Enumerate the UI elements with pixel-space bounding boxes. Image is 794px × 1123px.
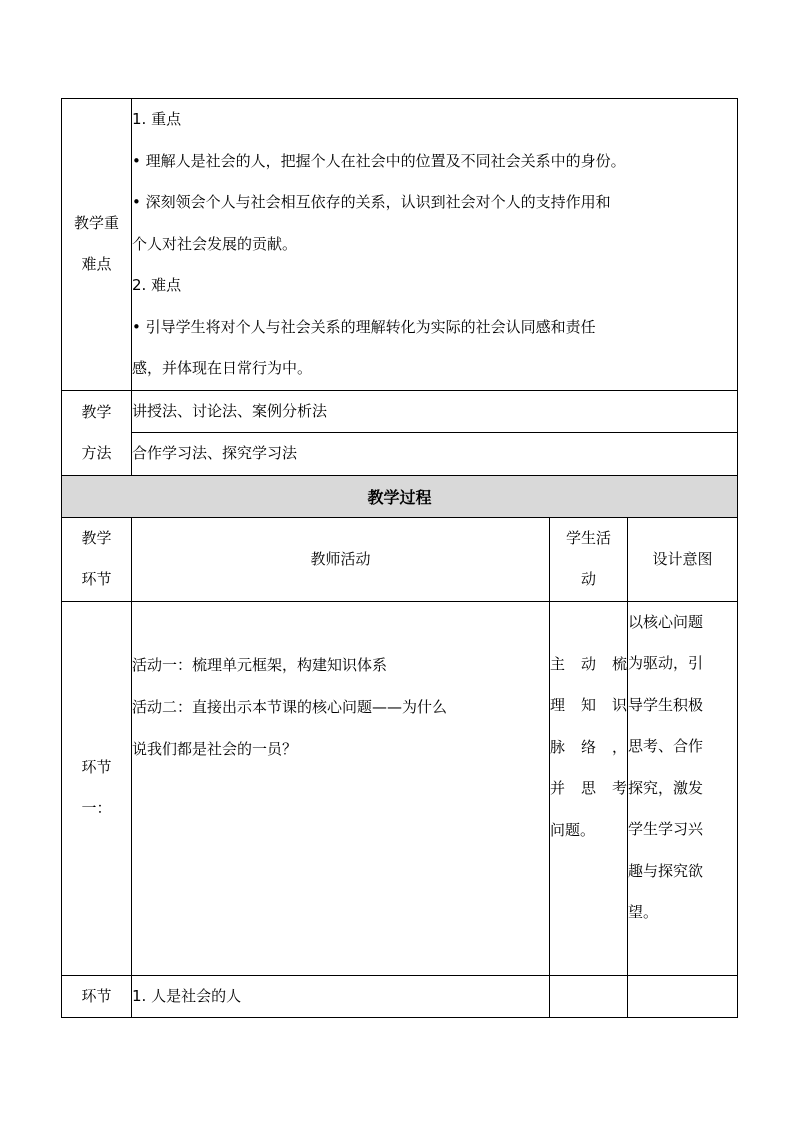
key-points-heading: 1. 重点 <box>132 110 182 128</box>
difficulty-label <box>62 99 132 391</box>
student-line-1: 主动梳 <box>550 654 627 673</box>
intent-line-1: 以核心问题 <box>628 612 704 631</box>
student-line-3: 脉络， <box>550 737 627 756</box>
student-line-4: 并思考 <box>550 779 627 797</box>
methods-row-1 <box>62 390 738 433</box>
intent-line-5: 探究，激发 <box>628 778 704 797</box>
student-header-line-1: 学生活 <box>565 529 611 547</box>
teacher-activity-header: 教师活动 <box>132 517 550 601</box>
stage-header <box>62 517 132 601</box>
process-title-row <box>62 475 738 517</box>
difficulty-label-line-1: 教学重 <box>73 214 119 233</box>
stage-2-teacher-activity: 1. 人是社会的人 <box>132 975 550 1018</box>
activity-2-cont: 说我们都是社会的一员？ <box>132 739 298 758</box>
methods-row-2 <box>62 433 738 476</box>
stage-1-student-activity <box>550 601 628 975</box>
intent-line-8: 望。 <box>628 903 659 921</box>
stage-1-teacher-activity <box>132 601 550 975</box>
process-header-row <box>62 517 738 601</box>
difficult-point-1-cont: 感，并体现在日常行为中。 <box>132 359 313 377</box>
stage-2-design-intent <box>628 975 738 1018</box>
learning-methods: 合作学习法、探究学习法 <box>132 433 738 476</box>
activity-1: 活动一：梳理单元框架，构建知识体系 <box>132 655 388 674</box>
key-point-1: • 理解人是社会的人，把握个人在社会中的位置及不同社会关系中的身份。 <box>132 151 626 170</box>
stage-header-line-1: 教学 <box>81 529 112 547</box>
intent-line-3: 导学生积极 <box>628 695 704 714</box>
intent-line-6: 学生学习兴 <box>628 820 704 838</box>
intent-line-7: 趣与探究欲 <box>628 861 704 880</box>
student-line-2: 理知识 <box>550 696 627 714</box>
difficulty-content <box>132 99 738 391</box>
stage-2-student-activity <box>550 975 628 1018</box>
student-line-5: 问题。 <box>550 820 596 839</box>
student-header-line-2: 动 <box>580 570 596 588</box>
difficult-point-1: • 引导学生将对个人与社会关系的理解转化为实际的社会认同感和责任 <box>132 317 596 336</box>
lesson-plan-table <box>61 98 738 1018</box>
process-title: 教学过程 <box>62 475 738 517</box>
difficulty-row <box>62 99 738 391</box>
stage-2-label: 环节 <box>62 975 132 1018</box>
stage-1-design-intent <box>628 601 738 975</box>
stage-header-line-2: 环节 <box>81 570 112 588</box>
design-intent-header: 设计意图 <box>628 517 738 601</box>
stage-1-label-line-2: 一： <box>81 799 112 817</box>
stage-2-row <box>62 975 738 1018</box>
methods-label-line-2: 方法 <box>81 443 112 462</box>
teaching-methods: 讲授法、讨论法、案例分析法 <box>132 390 738 433</box>
student-activity-header <box>550 517 628 601</box>
key-point-2-cont: 个人对社会发展的贡献。 <box>132 234 298 253</box>
difficult-points-heading: 2. 难点 <box>132 276 182 294</box>
methods-label-line-1: 教学 <box>81 402 112 421</box>
stage-1-row <box>62 601 738 975</box>
stage-1-label-line-1: 环节 <box>81 758 112 776</box>
key-point-2: • 深刻领会个人与社会相互依存的关系，认识到社会对个人的支持作用和 <box>132 193 611 211</box>
stage-1-label <box>62 601 132 975</box>
intent-line-4: 思考、合作 <box>628 737 704 755</box>
intent-line-2: 为驱动，引 <box>628 654 704 672</box>
activity-2: 活动二：直接出示本节课的核心问题——为什么 <box>132 697 448 716</box>
difficulty-label-line-2: 难点 <box>81 255 112 274</box>
methods-label <box>62 390 132 475</box>
